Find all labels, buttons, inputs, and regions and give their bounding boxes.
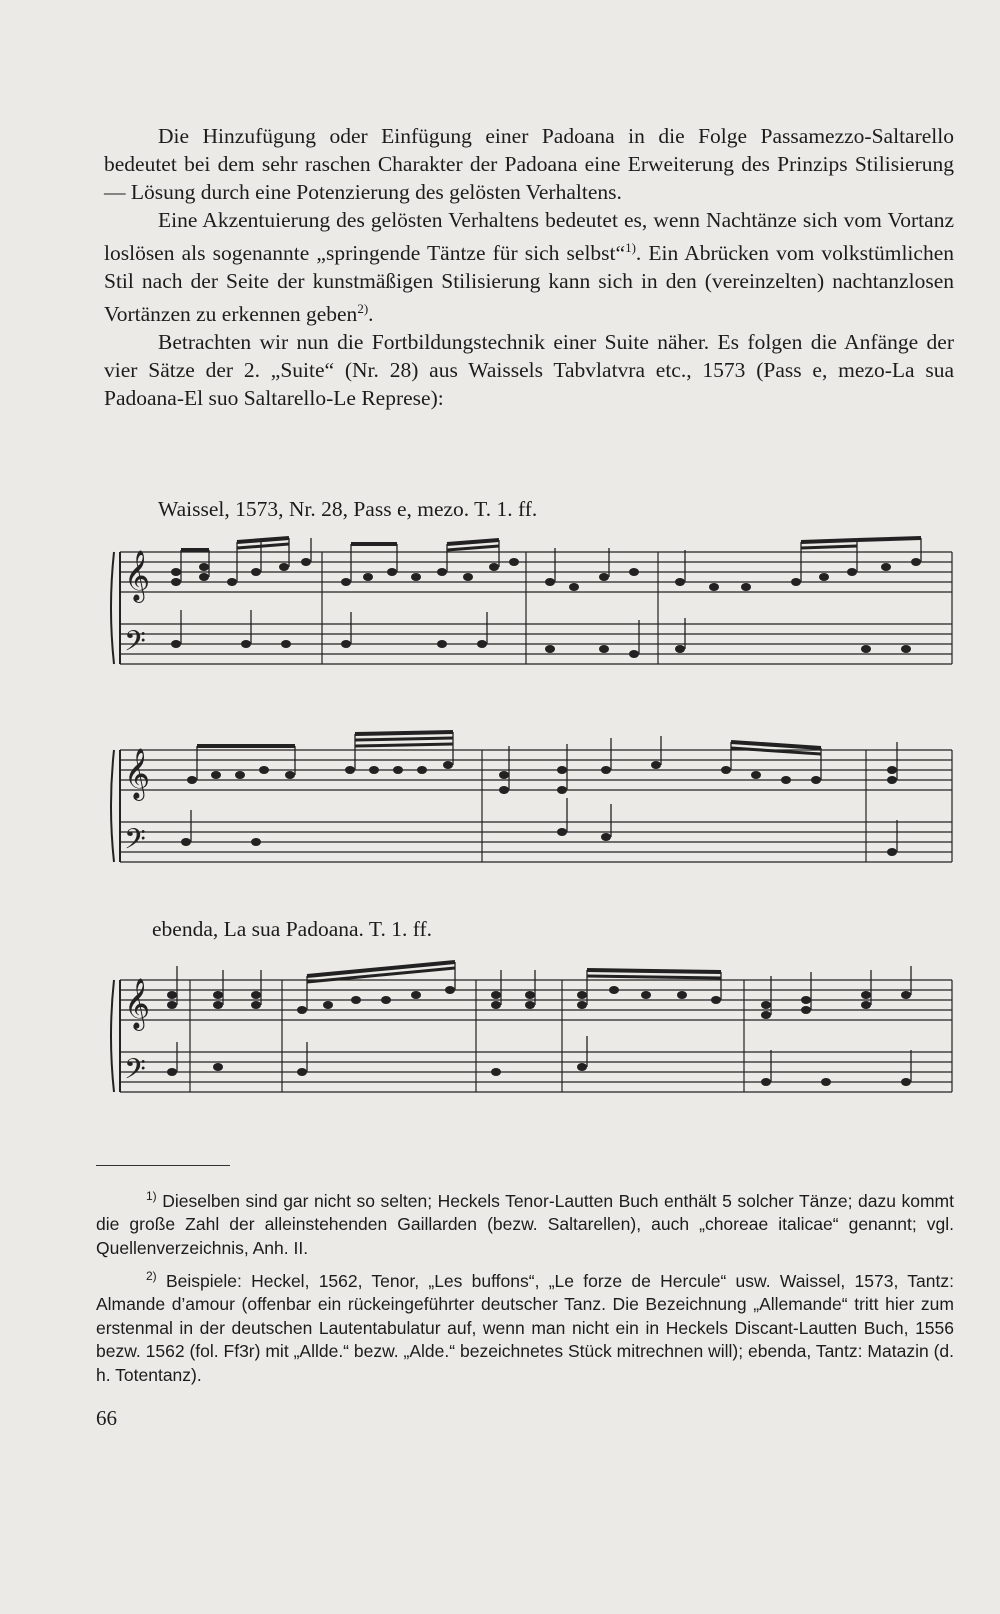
music-system-2 [106, 728, 956, 878]
example-caption-1: Waissel, 1573, Nr. 28, Pass e, mezo. T. 1. ff. [158, 497, 538, 521]
svg-text:𝄢: 𝄢 [124, 625, 146, 665]
body-text [104, 122, 954, 412]
footnote-ref-2: 2) [357, 301, 369, 317]
footnotes [96, 1185, 954, 1391]
page-number: 66 [96, 1406, 117, 1430]
svg-text:𝄞: 𝄞 [124, 978, 151, 1029]
paragraph-2: Eine Akzentuierung des gelösten Verhaltens bedeutet es, wenn Nachtänze sich vom Vortanz loslösen als sogenannte „springende Täntze für sich selbst“$^{1)}$. Ein Abrücken vom volkstümlichen Stil nach der Seite der kunstmäßigen Stilisierung kann sich in den (vereinzelten) nachtanzlosen Vortänzen zu erkennen geben$^{2)}$. [104, 208, 954, 327]
footnote-ref-1: 1) [625, 240, 636, 255]
footnote-separator [96, 1165, 230, 1166]
svg-text:𝄢: 𝄢 [124, 1053, 146, 1093]
example-caption-2: ebenda, La sua Padoana. T. 1. ff. [152, 917, 433, 941]
svg-text:𝄞: 𝄞 [124, 550, 151, 601]
paragraph-1: Die Hinzufügung oder Einfügung einer Padoana in die Folge Passamezzo-Saltarello bedeutet bei dem sehr raschen Charakter der Padoana eine Erweiterung des Prinzips Stilisierung — Lösung durch eine Potenzierung des gelösten Verhaltens. [104, 124, 954, 204]
svg-text:𝄢: 𝄢 [124, 823, 146, 863]
footnote-2: $^{2)}$ Beispiele: Heckel, 1562, Tenor, „Les buffons“, „Le forze de Hercule“ usw. Waissel, 1573, Tantz: Almande d’amour (offenbar ein rückeingeführter deutscher Tanz. Die Bezeichnung „Allemande“ tritt hier zum erstenmal in der deutschen Lautentabulatur auf, wenn man nicht ein in Heckels Discant-Lautten Buch, 1556 bezw. 1562 (fol. Ff3r) mit „Allde.“ bezw. „Alde.“ bezeichnetes Stück mitrechnen will); ebenda, Tantz: Matazin (d. h. Totentanz). [96, 1268, 954, 1385]
svg-text:𝄞: 𝄞 [124, 748, 151, 799]
music-system-1 [106, 530, 956, 680]
footnote-1: $^{1)}$ Dieselben sind gar nicht so selten; Heckels Tenor-Lautten Buch enthält 5 solcher Tänze; dazu kommt die große Zahl der alleinstehenden Gaillarden (bezw. Saltarellen), auch „choreae italicae“ genannt; vgl. Quellenverzeichnis, Anh. II. [96, 1189, 954, 1259]
music-system-3 [106, 958, 956, 1108]
paragraph-3: Betrachten wir nun die Fortbildungstechnik einer Suite näher. Es folgen die Anfänge der vier Sätze der 2. „Suite“ (Nr. 28) aus Waissels Tabvlatvra etc., 1573 (Pass e, mezo-La sua Padoana-El suo Saltarello-Le Represe): [104, 330, 954, 411]
